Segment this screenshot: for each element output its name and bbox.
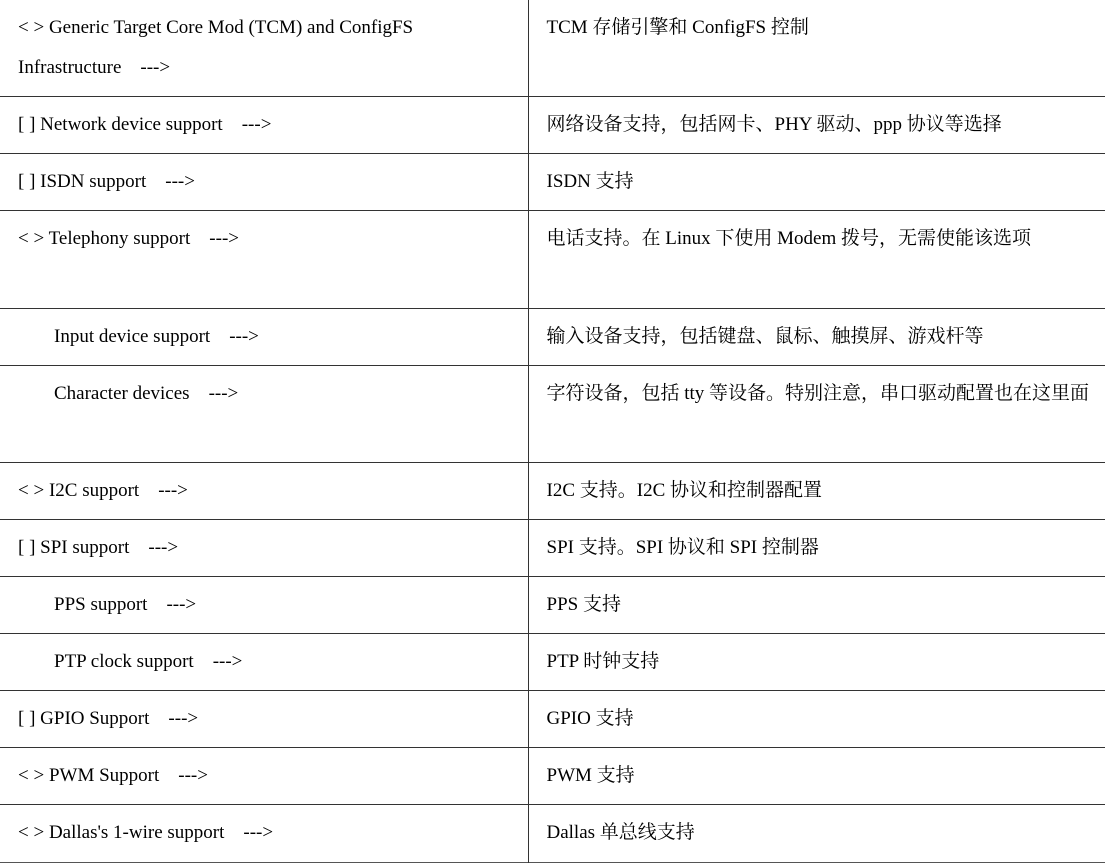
- option-cell: [0, 520, 528, 577]
- option-label: Input device support: [54, 326, 211, 347]
- option-description: Dallas 单总线支持: [546, 822, 695, 843]
- option-description: GPIO 支持: [546, 708, 634, 729]
- option-description: 字符设备，包括 tty 等设备。特别注意，串口驱动配置也在这里面: [546, 383, 1090, 404]
- option-description: I2C 支持。I2C 协议和控制器配置: [546, 480, 823, 501]
- option-description: PTP 时钟支持: [546, 651, 660, 672]
- option-cell: [0, 634, 528, 691]
- option-label: SPI support: [40, 537, 130, 558]
- description-cell: [528, 366, 1105, 463]
- option-prefix: [ ]: [18, 171, 36, 192]
- option-cell: [0, 366, 528, 463]
- table-row: [0, 211, 1105, 309]
- option-prefix: [ ]: [18, 708, 36, 729]
- table-row: [0, 463, 1105, 520]
- option-description: SPI 支持。SPI 协议和 SPI 控制器: [546, 537, 819, 558]
- option-label: Dallas's 1-wire support: [48, 822, 225, 843]
- option-label: Telephony support: [48, 228, 191, 249]
- description-cell: [528, 211, 1105, 309]
- option-cell: [0, 748, 528, 805]
- submenu-arrow: --->: [229, 326, 259, 347]
- option-cell: [0, 0, 528, 97]
- description-cell: [528, 463, 1105, 520]
- submenu-arrow: --->: [165, 171, 195, 192]
- option-cell: [0, 805, 528, 863]
- submenu-arrow: --->: [148, 537, 179, 558]
- submenu-arrow: --->: [168, 708, 199, 729]
- submenu-arrow: --->: [178, 765, 208, 786]
- option-prefix: < >: [18, 480, 45, 501]
- table-row: [0, 748, 1105, 805]
- option-label: PPS support: [54, 594, 148, 615]
- option-prefix: [ ]: [18, 114, 36, 135]
- table-row: [0, 691, 1105, 748]
- option-description: 网络设备支持，包括网卡、PHY 驱动、ppp 协议等选择: [546, 114, 1002, 135]
- option-description: 电话支持。在 Linux 下使用 Modem 拨号，无需使能该选项: [546, 228, 1031, 249]
- option-cell: [0, 97, 528, 154]
- submenu-arrow: --->: [243, 822, 274, 843]
- option-prefix: < >: [18, 17, 45, 38]
- table-row: [0, 97, 1105, 154]
- option-prefix: < >: [18, 228, 45, 249]
- table-row: [0, 154, 1105, 211]
- option-prefix: [ ]: [18, 537, 36, 558]
- description-cell: [528, 748, 1105, 805]
- description-cell: [528, 634, 1105, 691]
- option-label: ISDN support: [40, 171, 147, 192]
- description-cell: [528, 0, 1105, 97]
- table-row: [0, 577, 1105, 634]
- description-cell: [528, 577, 1105, 634]
- description-cell: [528, 520, 1105, 577]
- option-cell: [0, 154, 528, 211]
- submenu-arrow: --->: [209, 228, 239, 249]
- option-label: GPIO Support: [40, 708, 150, 729]
- table-row: [0, 366, 1105, 463]
- option-cell: [0, 691, 528, 748]
- description-cell: [528, 154, 1105, 211]
- description-cell: [528, 97, 1105, 154]
- option-cell: [0, 463, 528, 520]
- option-prefix: < >: [18, 765, 45, 786]
- submenu-arrow: --->: [212, 651, 243, 672]
- description-cell: [528, 691, 1105, 748]
- option-description: ISDN 支持: [546, 171, 634, 192]
- table-row: [0, 634, 1105, 691]
- option-cell: [0, 577, 528, 634]
- table-row: [0, 309, 1105, 366]
- option-description: PWM 支持: [546, 765, 635, 786]
- table-row: [0, 520, 1105, 577]
- description-cell: [528, 805, 1105, 863]
- submenu-arrow: --->: [166, 594, 197, 615]
- option-prefix: < >: [18, 822, 45, 843]
- description-cell: [528, 309, 1105, 366]
- option-label: Generic Target Core Mod (TCM) and ConfigFS Infrastructure: [18, 17, 414, 78]
- option-label: Network device support: [40, 114, 223, 135]
- option-cell: [0, 309, 528, 366]
- table-row: [0, 805, 1105, 863]
- submenu-arrow: --->: [158, 480, 188, 501]
- submenu-arrow: --->: [140, 57, 171, 78]
- option-cell: [0, 211, 528, 309]
- option-label: PWM Support: [48, 765, 160, 786]
- option-description: 输入设备支持，包括键盘、鼠标、触摸屏、游戏杆等: [546, 326, 984, 347]
- option-label: I2C support: [48, 480, 140, 501]
- option-label: PTP clock support: [54, 651, 194, 672]
- submenu-arrow: --->: [241, 114, 272, 135]
- option-label: Character devices: [54, 383, 190, 404]
- option-description: TCM 存储引擎和 ConfigFS 控制: [546, 17, 809, 38]
- table-row: [0, 0, 1105, 97]
- submenu-arrow: --->: [208, 383, 239, 404]
- option-description: PPS 支持: [546, 594, 621, 615]
